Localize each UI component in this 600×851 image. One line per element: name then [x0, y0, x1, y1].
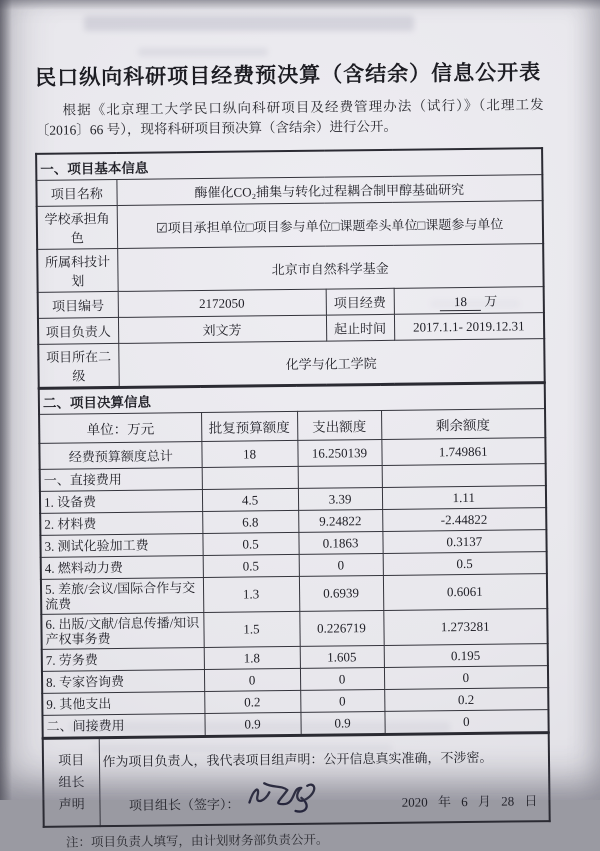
intro-paragraph: 根据《北京理工大学民口纵向科研项目及经费管理办法（试行）》（北理工发〔2016〕66 号），现将科研项目预决算（含结余）进行公开。 — [35, 97, 544, 138]
funding-unit: 万 — [484, 293, 498, 309]
item-spent: 0 — [299, 553, 383, 576]
item-label: 4. 燃料动力费 — [41, 556, 203, 580]
item-label: 7. 劳务费 — [42, 647, 204, 671]
leader-value: 刘文芳 — [118, 315, 326, 343]
photo-edge-shadow — [0, 0, 600, 10]
bleedthrough-mark — [138, 48, 268, 56]
item-label: 2. 材料费 — [40, 512, 202, 536]
empty-cell — [382, 464, 546, 488]
row-label: 项目所在二级 — [38, 343, 118, 387]
row-label: 项目编号 — [38, 291, 118, 318]
declaration-label-line: 组长 — [58, 774, 85, 790]
budget-item-row — [41, 574, 547, 615]
item-approved: 0.5 — [203, 554, 299, 577]
declaration-statement: 作为项目负责人，我代表项目组声明：公开信息真实准确，不涉密。 — [102, 749, 493, 769]
column-header-spent: 支出额度 — [297, 410, 381, 440]
budget-table — [38, 382, 550, 739]
item-spent: 0 — [300, 667, 384, 690]
signature-date: 2020 年 6 月 28 日 — [401, 792, 538, 810]
basic-info-table — [35, 147, 546, 389]
project-name-value: 酶催化CO₂捕集与转化过程耦合制甲醇基础研究 — [116, 175, 542, 206]
project-no-value: 2172050 — [118, 289, 326, 317]
table-row — [38, 339, 544, 388]
row-label: 起止时间 — [326, 314, 394, 341]
item-approved: 1.8 — [204, 646, 300, 669]
item-remaining: 0 — [384, 710, 548, 734]
row-label: 所属科技计划 — [37, 248, 117, 292]
table-row — [37, 201, 543, 250]
item-spent: 0 — [300, 689, 384, 712]
item-spent: 0.9 — [300, 711, 384, 734]
unit-label: 单位：万元 — [39, 413, 201, 444]
row-label: 项目负责人 — [38, 317, 118, 344]
item-approved: 4.5 — [202, 488, 298, 511]
funding-value — [394, 287, 544, 315]
declaration-row — [43, 733, 550, 827]
item-label: 二、间接费用 — [42, 713, 204, 737]
declaration-label-line: 项目 — [58, 752, 85, 768]
empty-cell — [202, 466, 298, 489]
item-label: 1. 设备费 — [40, 490, 202, 514]
item-label: 5. 差旅/会议/国际合作与交流费 — [41, 577, 203, 614]
total-label: 经费预算额度总计 — [39, 442, 201, 470]
declaration-table — [42, 732, 551, 828]
school-role-checkboxes: ☑项目承担单位□项目参与单位□课题牵头单位□课题参与单位 — [117, 201, 543, 249]
item-spent: 1.605 — [300, 645, 384, 668]
table-row — [37, 244, 543, 293]
budget-item-row — [41, 609, 547, 650]
funding-amount: 18 — [440, 293, 481, 310]
item-label: 6. 出版/文献/信息传播/知识产权事务费 — [41, 612, 203, 649]
item-remaining: 1.273281 — [383, 609, 547, 646]
bleedthrough-mark — [84, 16, 414, 31]
declaration-body — [99, 733, 550, 826]
item-approved: 0.9 — [204, 712, 300, 736]
item-remaining: 0.6061 — [383, 574, 547, 611]
direct-cost-header: 一、直接费用 — [40, 468, 202, 492]
footnote: 注：项目负责人填写，由计划财务部负责公开。 — [65, 832, 329, 850]
section-title-basic-info: 一、项目基本信息 — [36, 148, 542, 180]
section-title-budget: 二、项目决算信息 — [39, 383, 545, 414]
item-spent: 9.24822 — [298, 509, 382, 532]
item-approved: 1.3 — [203, 576, 299, 612]
photo-edge-shadow — [0, 0, 12, 800]
declaration-label-line: 声明 — [58, 796, 85, 812]
page-title: 民口纵向科研项目经费预决算（含结余）信息公开表 — [35, 60, 542, 90]
row-label: 项目经费 — [326, 288, 394, 315]
item-label: 9. 其他支出 — [42, 691, 204, 715]
declaration-label — [43, 738, 100, 827]
item-label: 8. 专家咨询费 — [42, 669, 204, 693]
item-approved: 1.5 — [203, 611, 299, 647]
item-approved: 0.5 — [202, 532, 298, 555]
duration-value: 2017.1.1- 2019.12.31 — [394, 313, 544, 341]
column-header-remaining: 剩余额度 — [381, 409, 545, 440]
item-spent: 0.1863 — [298, 531, 382, 554]
row-label: 项目名称 — [36, 179, 116, 206]
item-approved: 0 — [204, 668, 300, 691]
total-approved: 18 — [201, 440, 297, 467]
item-remaining: 0.3137 — [382, 530, 546, 554]
sign-label: 项目组长（签字）： — [128, 796, 240, 813]
item-label: 3. 测试化验加工费 — [40, 534, 202, 558]
row-label: 学校承担角色 — [37, 205, 117, 249]
item-remaining: 0.195 — [384, 644, 548, 668]
item-remaining: 0 — [384, 666, 548, 690]
item-spent: 0.6939 — [299, 575, 383, 611]
document-page — [31, 53, 554, 851]
column-header-approved: 批复预算额度 — [201, 411, 297, 441]
item-spent: 0.226719 — [299, 610, 383, 646]
item-remaining: 0.2 — [384, 688, 548, 712]
item-approved: 6.8 — [202, 510, 298, 533]
item-remaining: -2.44822 — [382, 508, 546, 532]
empty-cell — [298, 465, 382, 488]
department-value: 化学与化工学院 — [118, 339, 544, 387]
item-approved: 0.2 — [204, 690, 300, 713]
total-remaining: 1.749861 — [381, 438, 545, 466]
item-spent: 3.39 — [298, 487, 382, 510]
program-value: 北京市自然科学基金 — [117, 244, 543, 292]
total-spent: 16.250139 — [297, 439, 381, 466]
signature — [241, 773, 337, 816]
item-remaining: 0.5 — [383, 552, 547, 576]
signature-row — [103, 790, 546, 814]
item-remaining: 1.11 — [382, 486, 546, 510]
